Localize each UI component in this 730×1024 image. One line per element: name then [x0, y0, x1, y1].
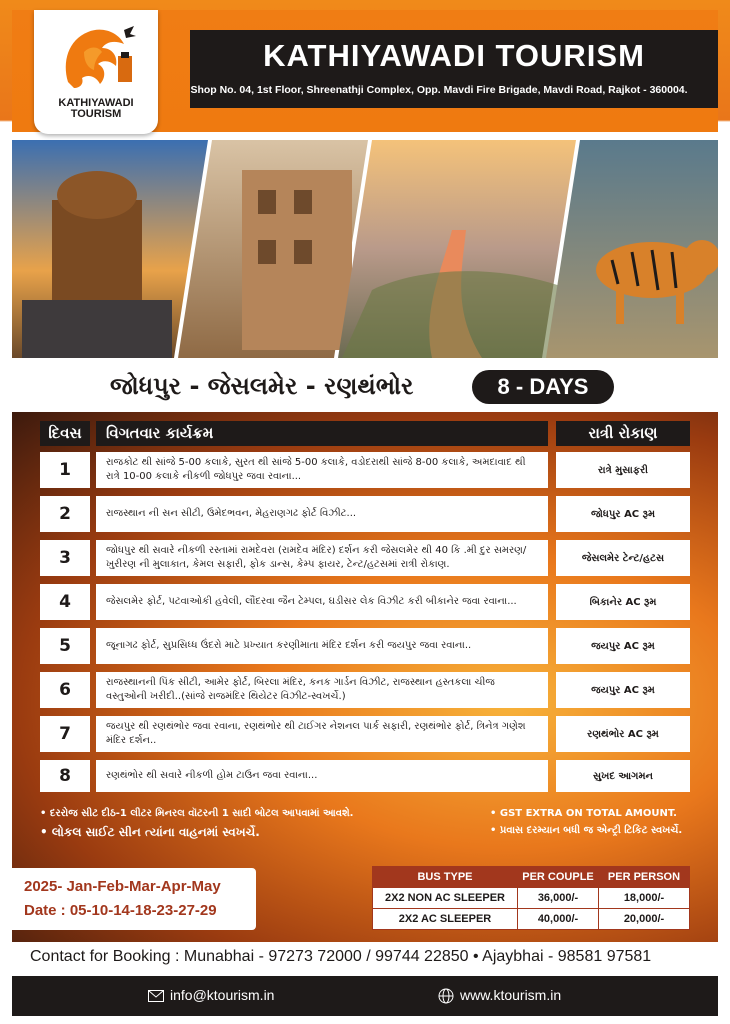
website-link[interactable]: www.ktourism.in: [460, 987, 562, 1003]
price-cell: 20,000/-: [599, 909, 690, 930]
table-row: [373, 888, 690, 909]
footer: [12, 976, 718, 1016]
departure-dates: [12, 868, 256, 930]
envelope-icon: [148, 990, 164, 1002]
row-stay: જયપુર AC રૂમ: [556, 628, 690, 664]
row-day: 8: [40, 760, 90, 792]
row-stay: રણથંભોર AC રૂમ: [556, 716, 690, 752]
row-day: 4: [40, 584, 90, 620]
row-stay: રાત્રે મુસાફરી: [556, 452, 690, 488]
price-cell: 36,000/-: [518, 888, 599, 909]
contact-line: Contact for Booking : Munabhai - 97273 72000 / 99744 22850 • Ajaybhai - 98581 97581: [30, 948, 652, 965]
note-entry: • પ્રવાસ દરમ્યાન બધી જ એન્ટ્રી ટિકિટ સ્વખર્ચે.: [490, 825, 683, 836]
row-day: 5: [40, 628, 90, 664]
row-desc: રાજસ્થાનની પિંક સીટી, આમેર ફોર્ટ, બિરલા મંદિર, કનક ગાર્ડન વિઝીટ, રાજસ્થાન હસ્તકલા ચીજ વસ્તુઓની ખરીદી..(સાંજે રાજમંદિર થિયેટર વિઝીટ-સ્વખર્ચે.): [96, 672, 548, 708]
price-header: BUS TYPE: [373, 867, 518, 888]
row-stay: જોધપુર AC રૂમ: [556, 496, 690, 532]
row-desc: જૂનાગઢ ફોર્ટ, સુપ્રસિધ્ધ ઉંદરો માટે પ્રખ્યાત કરણીમાતા મંદિર દર્શન કરી જયપુર જવા રવાના..: [96, 628, 548, 664]
row-desc: રાજકોટ થી સાંજે 5-00 કલાકે, સુરત થી સાંજે 5-00 કલાકે, વડોદરાથી સાંજે 8-00 કલાકે, અમદાવાદ થી રાત્રે 10-00 કલાકે નીકળી જોધપુર જવા રવાના...: [96, 452, 548, 488]
departure-days: Date : 05-10-14-18-23-27-29: [24, 902, 217, 919]
brand-title: KATHIYAWADI TOURISM: [263, 38, 645, 73]
row-stay: સુખદ આગમન: [556, 760, 690, 792]
logo-line2: TOURISM: [70, 108, 122, 120]
email-link[interactable]: info@ktourism.in: [170, 987, 275, 1003]
table-row: [373, 909, 690, 930]
lion-logo-icon: [54, 22, 138, 96]
price-header: PER COUPLE: [518, 867, 599, 888]
notes-right: [490, 808, 682, 842]
row-desc: જેસલમેર ફોર્ટ, પટવાઓકી હવેલી, લૌંદરવા જૈન ટેમ્પલ, ઘડીસર લેક વિઝીટ કરી બીકાનેર જવા રવાના...: [96, 584, 548, 620]
row-day: 2: [40, 496, 90, 532]
notes-left: [40, 808, 354, 846]
note-water: • દરરોજ સીટ દીઠ-1 લીટર મિનરલ વૉટરની 1 સાદી બોટલ આપવામાં આવશે.: [40, 808, 354, 819]
row-day: 1: [40, 452, 90, 488]
row-day: 3: [40, 540, 90, 576]
row-stay: બિકાનેર AC રૂમ: [556, 584, 690, 620]
tour-title: જોધપુર - જેસલમેર - રણથંભોર: [110, 372, 414, 400]
photo-strip: [12, 140, 718, 358]
row-desc: જયપુર થી રણથંભોર જવા રવાના, રણથંભોર થી ટાઈગર નેશનલ પાર્ક સફારી, રણથંભોર ફોર્ટ, ત્રિનેત્ર ગણેશ મંદિર દર્શન..: [96, 716, 548, 752]
row-day: 7: [40, 716, 90, 752]
globe-icon: [438, 988, 454, 1004]
logo: [34, 10, 158, 134]
price-table: [372, 866, 690, 930]
note-gst: • GST EXTRA ON TOTAL AMOUNT.: [490, 808, 677, 819]
departure-months: 2025- Jan-Feb-Mar-Apr-May: [24, 878, 221, 895]
row-desc: રાજસ્થાન ની સન સીટી, ઉમેદભવન, મેહરાણગઢ ફોર્ટ વિઝીટ...: [96, 496, 548, 532]
price-header: PER PERSON: [599, 867, 690, 888]
brand-address: Shop No. 04, 1st Floor, Shreenathji Complex, Opp. Mavdi Fire Brigade, Mavdi Road, Rajkot - 360004.: [190, 84, 688, 96]
row-day: 6: [40, 672, 90, 708]
destination-photos: [12, 140, 718, 358]
row-stay: જેસલમેર ટેન્ટ/હટસ: [556, 540, 690, 576]
note-local: • લોકલ સાઈટ સીન ત્યાંના વાહનમાં સ્વખર્ચે.: [40, 825, 260, 839]
header-program: વિગતવાર કાર્યક્રમ: [96, 421, 548, 446]
price-cell: 18,000/-: [599, 888, 690, 909]
price-cell: 2X2 AC SLEEPER: [373, 909, 518, 930]
contact-bar: [12, 942, 718, 974]
duration-badge: 8 - DAYS: [472, 370, 614, 404]
price-cell: 40,000/-: [518, 909, 599, 930]
header-stay: રાત્રી રોકાણ: [556, 421, 690, 446]
price-cell: 2X2 NON AC SLEEPER: [373, 888, 518, 909]
logo-line1: KATHIYAWADI: [58, 97, 134, 109]
email-item[interactable]: [148, 987, 274, 1003]
header-day: દિવસ: [40, 421, 90, 446]
row-stay: જયપુર AC રૂમ: [556, 672, 690, 708]
row-desc: રણથંભોર થી સવારે નીકળી હોમ ટાઉન જવા રવાના...: [96, 760, 548, 792]
row-desc: જોધપુર થી સવારે નીકળી રસ્તામાં રામદેવરા (રામદેવ મંદિર) દર્શન કરી જેસલમેર થી 40 કિ .મી દુર સમરણ/ ખુરીરણ ની મુલાકાત, કેમલ સફારી, ફોક ડાન્સ, કેમ્પ ફાયર, ટેન્ટ/હટસમાં રાત્રી રોકાણ.: [96, 540, 548, 576]
website-item[interactable]: [438, 987, 561, 1004]
